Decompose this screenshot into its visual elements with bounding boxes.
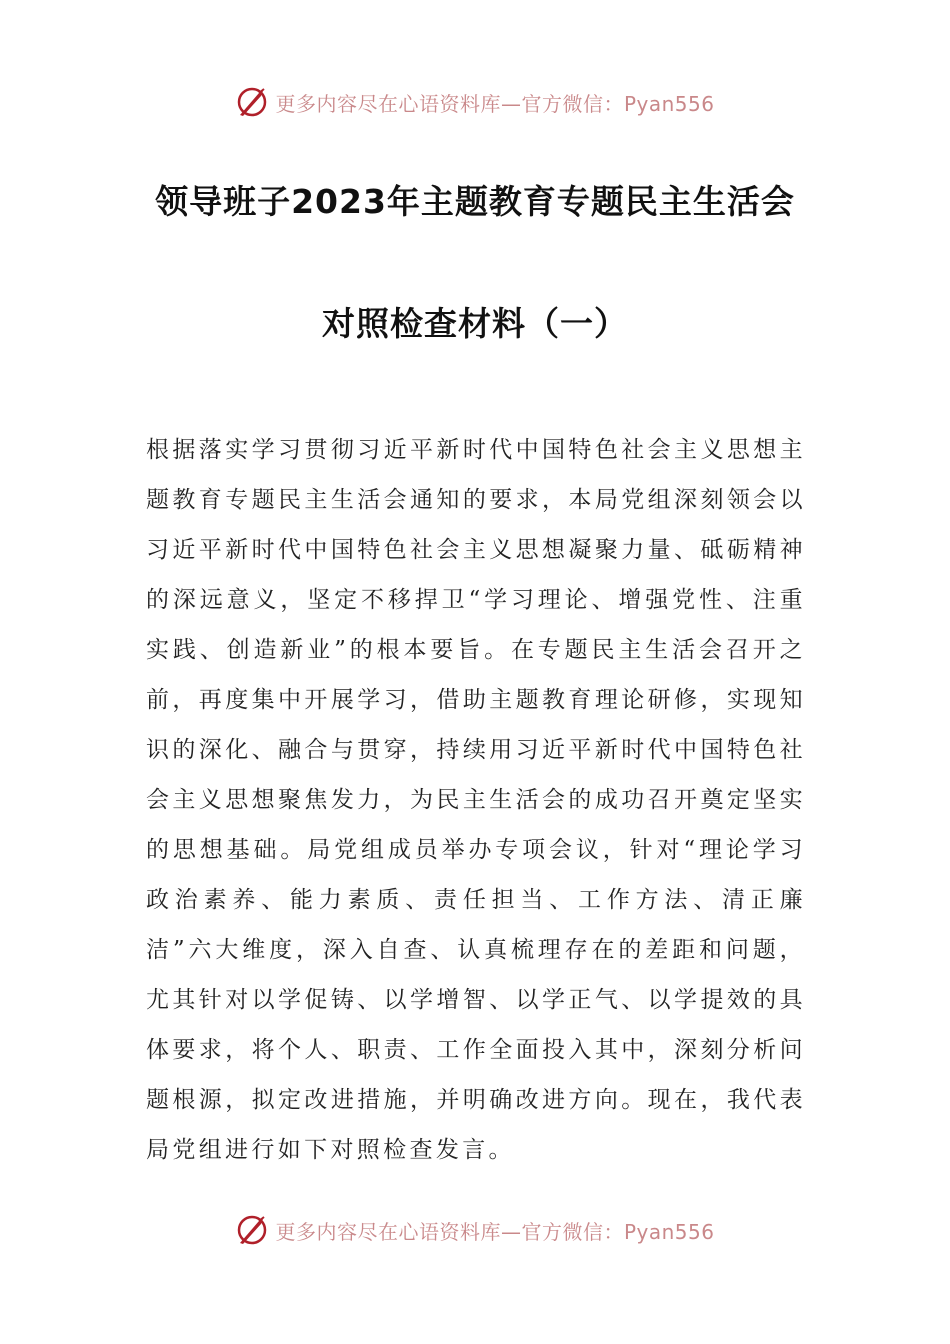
body-paragraph: 根据落实学习贯彻习近平新时代中国特色社会主义思想主题教育专题民主生活会通知的要求，本局党组深刻领会以习近平新时代中国特色社会主义思想凝聚力量、砥砺精神的深远意义，坚定不移捍卫“学习理论、增强党性、注重实践、创造新业”的根本要旨。在专题民主生活会召开之前，再度集中开展学习，借助主题教育理论研修，实现知识的深化、融合与贯穿，持续用习近平新时代中国特色社会主义思想聚焦发力，为民主生活会的成功召开奠定坚实的思想基础。局党组成员举办专项会议，针对“理论学习政治素养、能力素质、责任担当、工作方法、清正廉洁”六大维度，深入自查、认真梳理存在的差距和问题，尤其针对以学促铸、以学增智、以学正气、以学提效的具体要求，将个人、职责、工作全面投入其中，深刻分析问题根源，拟定改进措施，并明确改进方向。现在，我代表局党组进行如下对照检查发言。 — [146, 437, 806, 1163]
quill-logo-icon — [235, 85, 269, 119]
footer-banner — [0, 1210, 950, 1250]
document-title-line1: 领导班子2023年主题教育专题民主生活会 — [155, 182, 795, 221]
header-banner-text: 更多内容尽在心语资料库—官方微信：Pyan556 — [275, 91, 715, 116]
body-paragraph-block — [146, 425, 806, 1175]
document-title-line2: 对照检查材料（一） — [322, 304, 628, 343]
footer-banner-text: 更多内容尽在心语资料库—官方微信：Pyan556 — [275, 1219, 715, 1244]
header-banner — [0, 82, 950, 122]
quill-logo-icon — [235, 1213, 269, 1247]
